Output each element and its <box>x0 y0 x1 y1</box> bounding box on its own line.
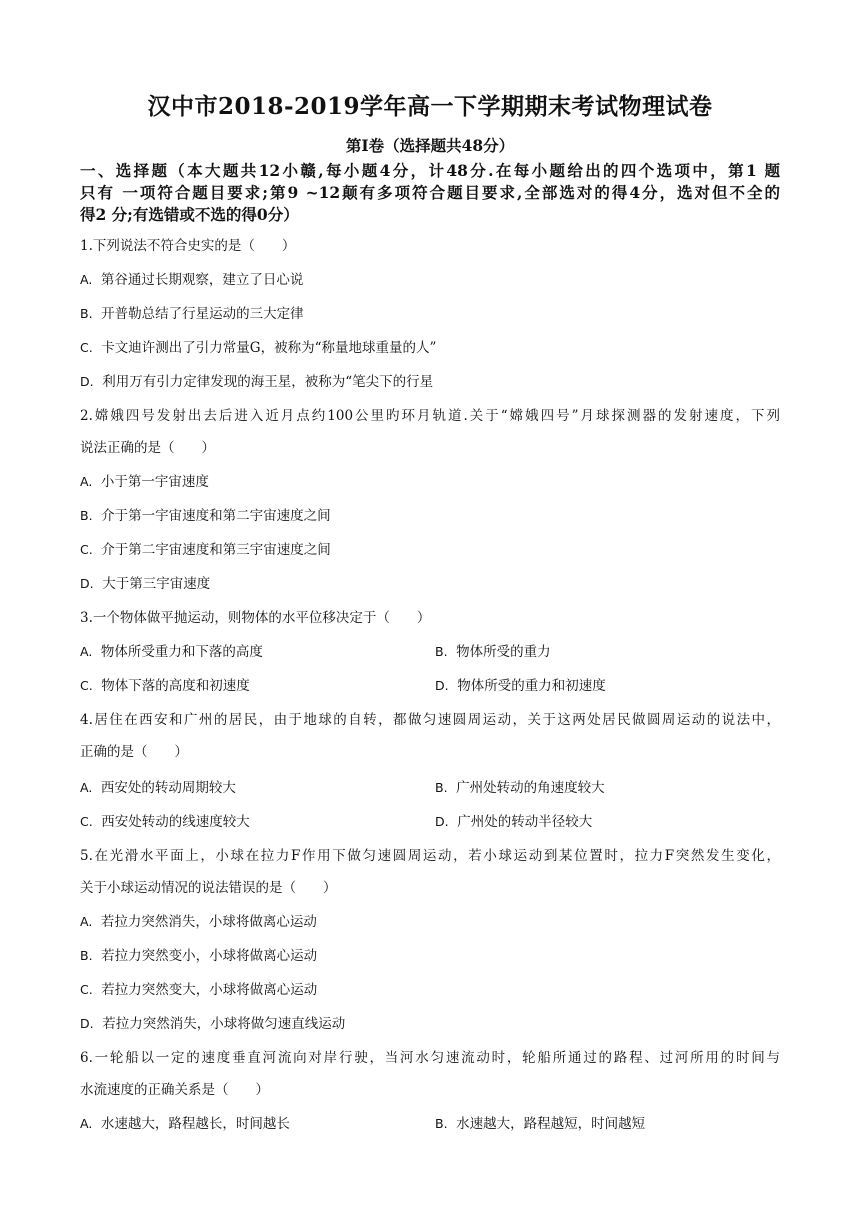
option-text: 大于第三宇宙速度 <box>102 576 211 592</box>
option-text: 广州处的转动半径较大 <box>457 814 593 830</box>
question-3-stem: 3.一个物体做平抛运动，则物体的水平位移决定于（ ） <box>80 610 431 626</box>
option-letter: A. <box>80 272 93 287</box>
option-letter: A. <box>80 914 93 929</box>
option-letter: D. <box>435 678 449 693</box>
option-text: 若拉力突然变大，小球将做离心运动 <box>101 982 318 998</box>
option-letter: C. <box>80 814 93 829</box>
option-text: 物体所受重力和下落的高度 <box>100 644 263 660</box>
option-letter: D. <box>80 374 94 389</box>
option-letter: B. <box>435 1116 448 1131</box>
question-6-option-b <box>435 1114 645 1134</box>
question-2-option-b <box>80 506 331 526</box>
question-1-stem: 1.下列说法不符合史实的是（ ） <box>80 238 296 254</box>
question-6-stem-line2: 水流速度的正确关系是（ ） <box>80 1082 269 1098</box>
option-letter: C. <box>80 678 93 693</box>
option-letter: A. <box>80 780 93 795</box>
option-text: 若拉力突然消失，小球将做离心运动 <box>100 914 317 930</box>
question-5-stem-line1: 5.在光滑水平面上，小球在拉力F作用下做匀速圆周运动，若小球运动到某位置时，拉力F突然发生变化， <box>80 848 780 864</box>
question-3-option-d <box>435 676 606 696</box>
section-instructions <box>80 160 780 226</box>
option-text: 西安处转动的线速度较大 <box>101 814 250 830</box>
question-1-option-b <box>80 304 304 324</box>
option-text: 小于第一宇宙速度 <box>100 474 209 490</box>
option-letter: D. <box>435 814 449 829</box>
question-2-stem-line1: 2.嫦娥四号发射出去后进入近月点约100公里旳环月轨道.关于“嫦娥四号”月球探测器的发射速度，下列 <box>80 408 780 424</box>
question-5-option-d <box>80 1014 345 1034</box>
question-5-option-c <box>80 980 317 1000</box>
question-6-option-a <box>80 1114 290 1134</box>
option-text: 第谷通过长期观察，建立了日心说 <box>100 272 304 288</box>
question-3-option-b <box>435 642 551 662</box>
question-3-option-c <box>80 676 250 696</box>
section-line: 只有 一项符合题目要求;第9 ~12颠有多项符合题目要求,全部选对的得4分，选对但不全的 <box>80 183 780 202</box>
option-text: 若拉力突然消失，小球将做匀速直线运动 <box>102 1016 346 1032</box>
option-letter: B. <box>435 644 448 659</box>
option-letter: B. <box>80 508 93 523</box>
question-4-option-c <box>80 812 250 832</box>
question-4-option-d <box>435 812 592 832</box>
option-text: 物体所受的重力和初速度 <box>457 678 606 694</box>
question-2-option-d <box>80 574 210 594</box>
question-3-option-a <box>80 642 263 662</box>
question-5-option-b <box>80 946 317 966</box>
option-text: 物体下落的高度和初速度 <box>101 678 250 694</box>
question-2-option-c <box>80 540 331 560</box>
question-1-option-d <box>80 372 433 392</box>
option-letter: A. <box>80 474 93 489</box>
option-letter: B. <box>80 948 93 963</box>
question-1-option-c <box>80 338 436 358</box>
section-line: 得2 分;有选错或不选的得0分） <box>80 205 299 224</box>
question-6-stem-line1: 6.一轮船以一定的速度垂直河流向对岸行驶，当河水匀速流动时，轮船所通过的路程、过河所用的时间与 <box>80 1050 780 1066</box>
option-text: 水速越大，路程越短，时间越短 <box>456 1116 646 1132</box>
option-letter: A. <box>80 644 93 659</box>
option-text: 物体所受的重力 <box>456 644 551 660</box>
question-1-option-a <box>80 270 303 290</box>
option-text: 开普勒总结了行星运动的三大定律 <box>101 306 304 322</box>
question-2-option-a <box>80 472 209 492</box>
option-text: 介于第二宇宙速度和第三宇宙速度之间 <box>101 542 331 558</box>
option-text: 西安处的转动周期较大 <box>100 780 236 796</box>
option-text: 卡文迪许测出了引力常量G，被称为“称量地球重量的人” <box>101 340 437 356</box>
option-letter: A. <box>80 1116 93 1131</box>
option-text: 若拉力突然变小，小球将做离心运动 <box>101 948 318 964</box>
question-5-stem-line2: 关于小球运动情况的说法错误的是（ ） <box>80 880 337 896</box>
option-letter: C. <box>80 982 93 997</box>
question-4-option-b <box>435 778 605 798</box>
option-letter: B. <box>80 306 93 321</box>
question-4-option-a <box>80 778 236 798</box>
option-letter: D. <box>80 576 94 591</box>
option-text: 广州处转动的角速度较大 <box>456 780 605 796</box>
question-2-stem-line2: 说法正确的是（ ） <box>80 440 215 456</box>
option-text: 水速越大，路程越长，时间越长 <box>100 1116 290 1132</box>
page-subtitle: 第I卷（选择题共48分） <box>345 136 515 155</box>
option-letter: D. <box>80 1016 94 1031</box>
question-4-stem-line2: 正确的是（ ） <box>80 744 188 760</box>
question-4-stem-line1: 4.居住在西安和广州的居民，由于地球的自转，都做匀速圆周运动，关于这两处居民做圆周运动的说法中， <box>80 712 780 728</box>
option-text: 利用万有引力定律发现的海王星，被称为“笔尖下的行星 <box>102 374 434 390</box>
option-letter: C. <box>80 340 93 355</box>
option-letter: B. <box>435 780 448 795</box>
section-line: 一、选择题（本大题共12小赣,每小题4分，计48分.在每小题给出的四个选项中，第1 题 <box>80 161 780 180</box>
option-letter: C. <box>80 542 93 557</box>
option-text: 介于第一宇宙速度和第二宇宙速度之间 <box>101 508 331 524</box>
question-5-option-a <box>80 912 317 932</box>
page-title: 汉中市2018-2019学年高一下学期期末考试物理试卷 <box>147 93 713 120</box>
